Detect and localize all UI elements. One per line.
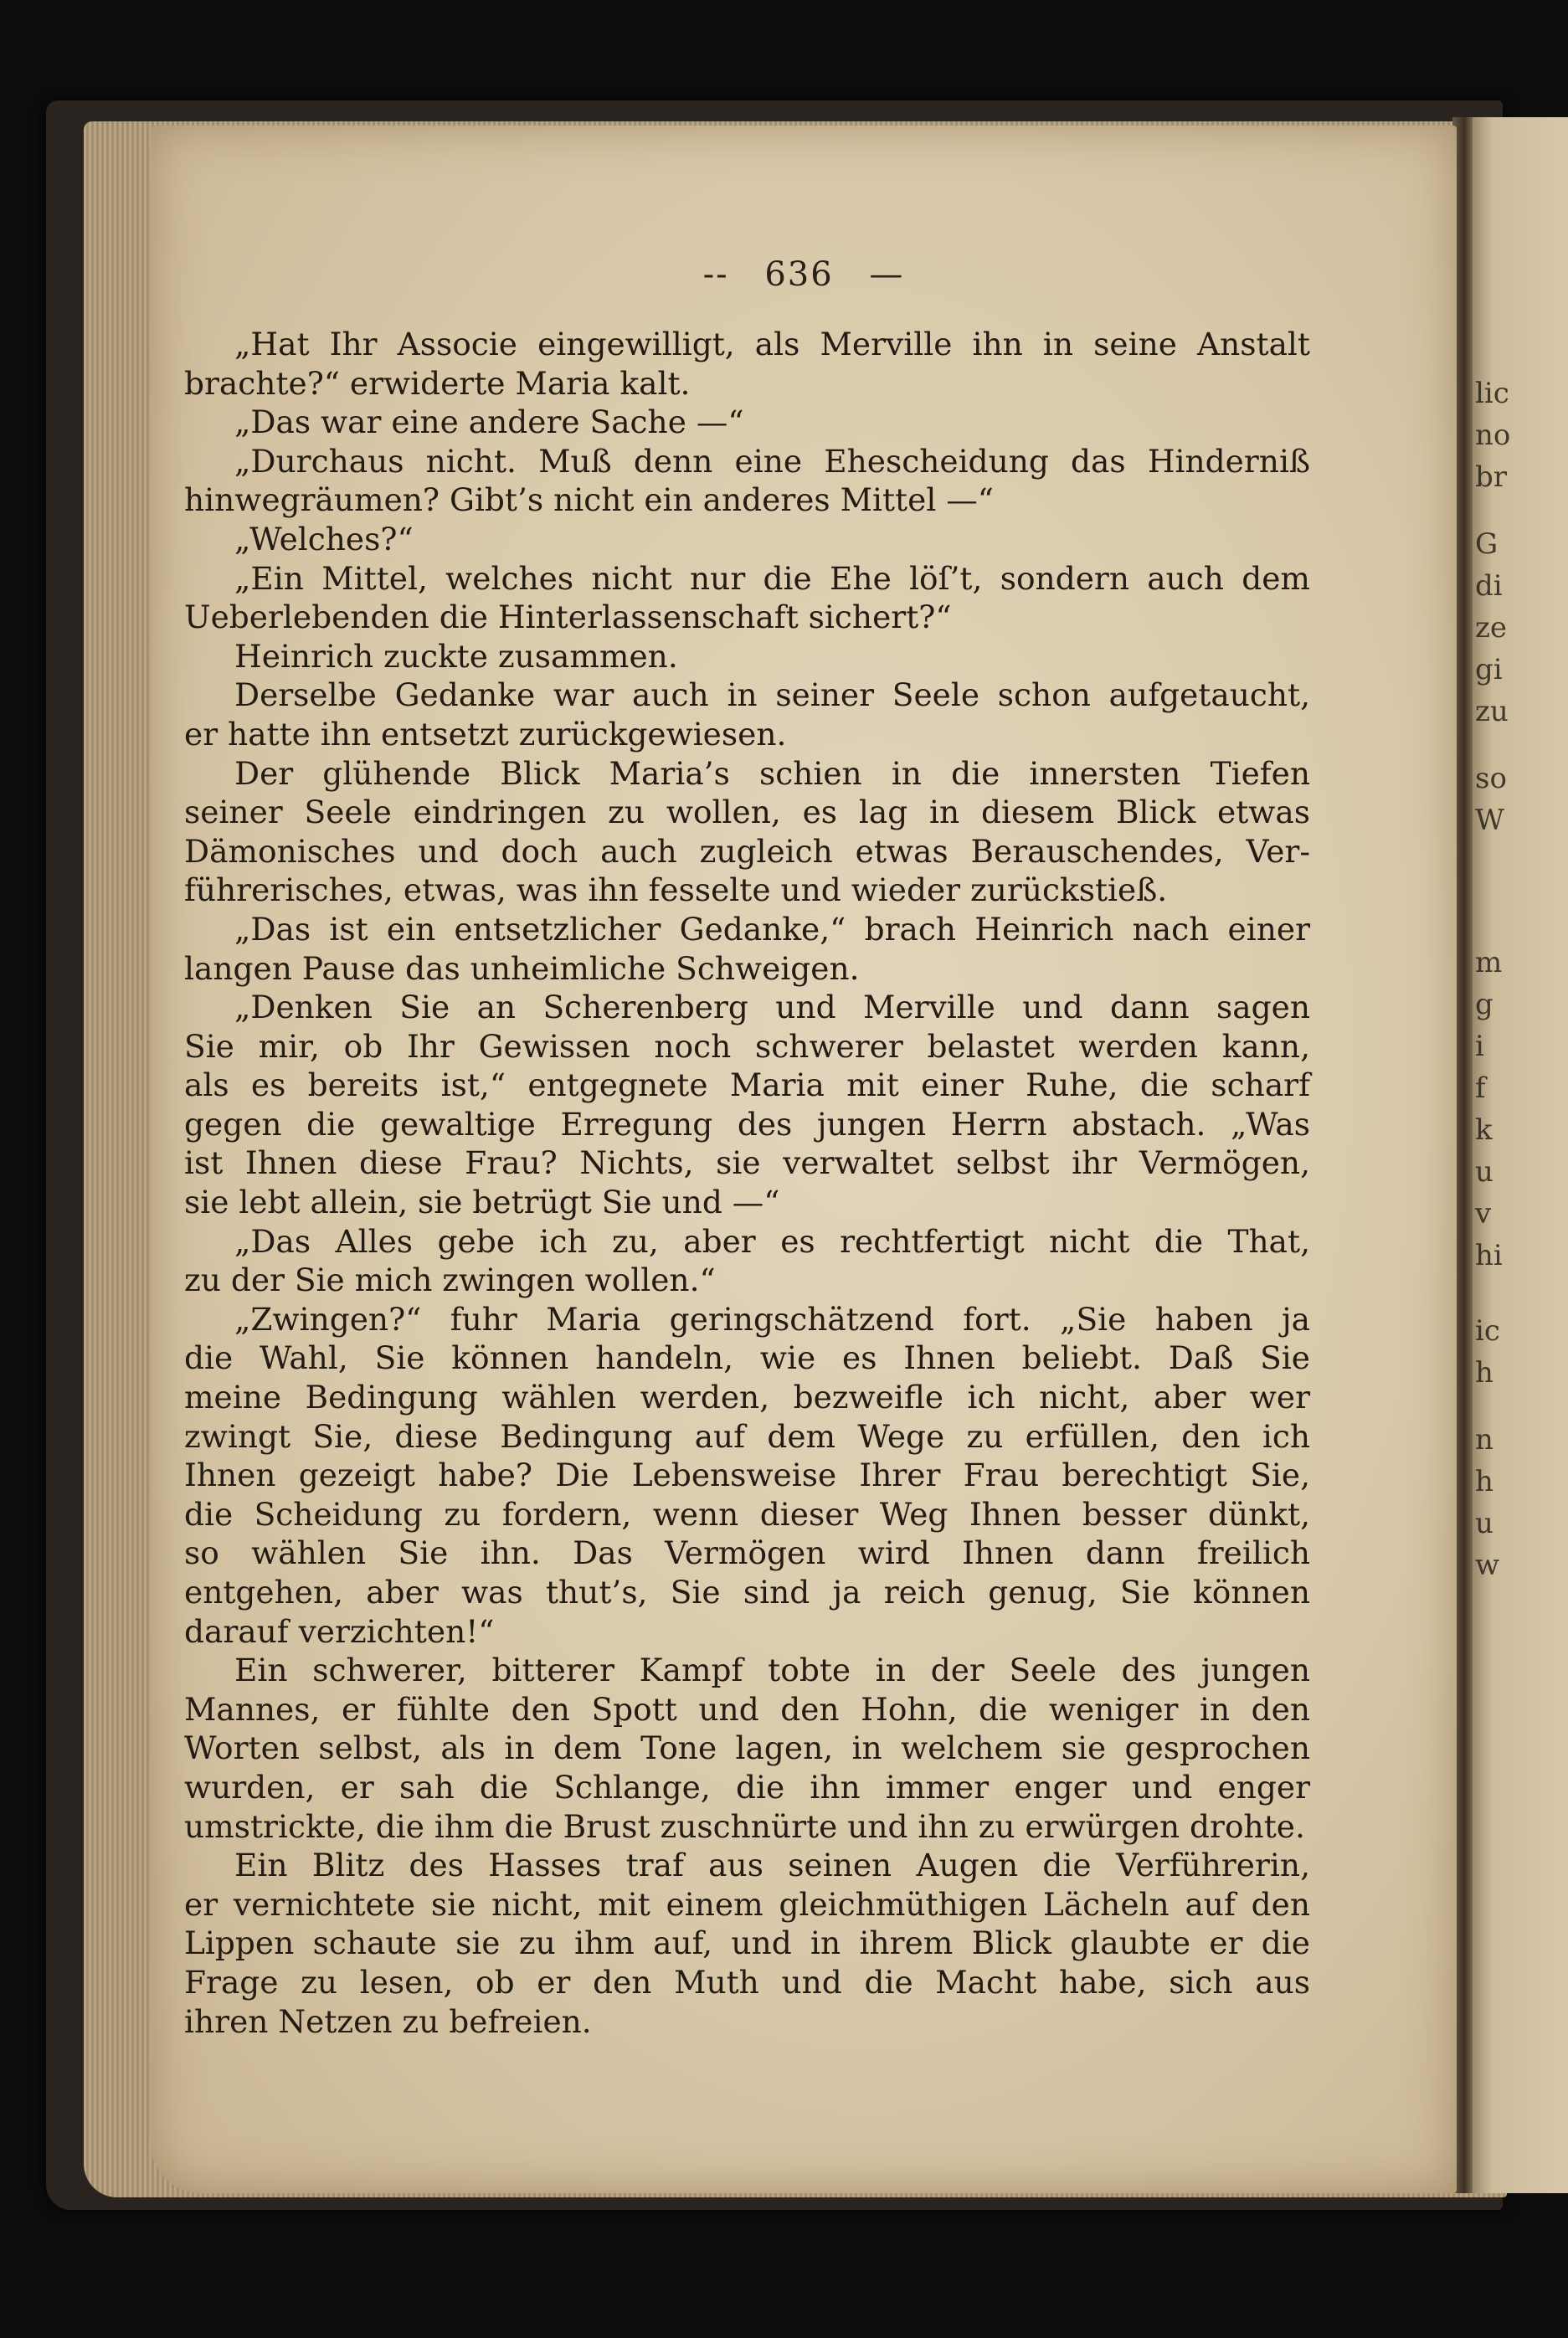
- text-line: so wählen Sie ihn. Das Vermögen wird Ihnen dann freilich: [184, 1534, 1310, 1572]
- text-line: Heinrich zuckte zusammen.: [234, 637, 678, 675]
- text-line: sie lebt allein, sie betrügt Sie und —“: [184, 1184, 780, 1221]
- adjacent-page-fragment: m: [1475, 946, 1503, 979]
- text-line: „Welches?“: [234, 520, 414, 558]
- text-line: seiner Seele eindringen zu wollen, es lag in diesem Blick etwas: [184, 794, 1310, 831]
- page-number-suffix: —: [869, 255, 905, 294]
- text-line: ihren Netzen zu befreien.: [184, 2002, 592, 2040]
- text-line: ist Ihnen diese Frau? Nichts, sie verwaltet selbst ihr Vermögen,: [184, 1144, 1310, 1182]
- text-line: Derselbe Gedanke war auch in seiner Seele schon aufgetaucht,: [234, 676, 1310, 714]
- page-number-value: 636: [764, 255, 834, 294]
- adjacent-page-fragment: br: [1475, 460, 1508, 494]
- text-line: führerisches, etwas, was ihn fesselte und wieder zurückstieß.: [184, 871, 1168, 909]
- text-line: die Wahl, Sie können handeln, wie es Ihnen beliebt. Daß Sie: [184, 1339, 1310, 1377]
- text-line: Ein Blitz des Hasses traf aus seinen Augen die Verführerin,: [234, 1847, 1310, 1884]
- text-line: Der glühende Blick Maria’s schien in die innersten Tiefen: [234, 754, 1310, 792]
- text-line: entgehen, aber was thut’s, Sie sind ja reich genug, Sie können: [184, 1574, 1310, 1611]
- text-line: als es bereits ist,“ entgegnete Maria mit einer Ruhe, die scharf: [184, 1066, 1310, 1104]
- text-line: er hatte ihn entsetzt zurückgewiesen.: [184, 715, 787, 753]
- text-line: die Scheidung zu fordern, wenn dieser Weg Ihnen besser dünkt,: [184, 1495, 1310, 1533]
- adjacent-page-fragment: i: [1475, 1030, 1484, 1063]
- text-line: meine Bedingung wählen werden, bezweifle ich nicht, aber wer: [184, 1379, 1310, 1416]
- adjacent-page-fragment: gi: [1475, 653, 1503, 686]
- text-line: zwingt Sie, diese Bedingung auf dem Wege zu erfüllen, den ich: [184, 1417, 1310, 1455]
- text-line: Mannes, er fühlte den Spott und den Hohn, die weniger in den: [184, 1690, 1310, 1728]
- adjacent-page-fragment: so: [1475, 762, 1507, 795]
- text-line: Lippen schaute sie zu ihm auf, und in ihrem Blick glaubte er die: [184, 1924, 1310, 1962]
- body-text: [184, 325, 1310, 2041]
- text-line: darauf verzichten!“: [184, 1612, 495, 1650]
- text-line: Frage zu lesen, ob er den Muth und die Macht habe, sich aus: [184, 1963, 1310, 2001]
- text-line: zu der Sie mich zwingen wollen.“: [184, 1261, 716, 1299]
- adjacent-page-fragment: W: [1475, 804, 1504, 837]
- adjacent-page-fragment: di: [1475, 569, 1503, 603]
- adjacent-page-fragment: hi: [1475, 1239, 1503, 1272]
- adjacent-page-fragment: h: [1475, 1465, 1493, 1498]
- adjacent-page-fragment: f: [1475, 1071, 1486, 1105]
- adjacent-page-fragment: h: [1475, 1356, 1493, 1390]
- adjacent-page-fragment: w: [1475, 1549, 1500, 1582]
- adjacent-page-fragment: k: [1475, 1113, 1493, 1147]
- adjacent-page-fragment: u: [1475, 1155, 1493, 1189]
- adjacent-page-fragment: n: [1475, 1423, 1493, 1457]
- text-line: Ueberlebenden die Hinterlassenschaft sichert?“: [184, 599, 952, 636]
- text-line: Dämonisches und doch auch zugleich etwas Berauschendes, Ver-: [184, 832, 1310, 870]
- adjacent-page-fragment: u: [1475, 1507, 1493, 1540]
- text-line: Worten selbst, als in dem Tone lagen, in welchem sie gesprochen: [184, 1729, 1310, 1767]
- text-line: „Zwingen?“ fuhr Maria geringschätzend fort. „Sie haben ja: [234, 1300, 1310, 1338]
- page-number-prefix: --: [702, 255, 729, 294]
- adjacent-page-fragment: g: [1475, 988, 1493, 1021]
- adjacent-page-fragment: ic: [1475, 1314, 1500, 1348]
- page-number: [151, 255, 1457, 294]
- text-line: langen Pause das unheimliche Schweigen.: [184, 949, 860, 987]
- text-line: „Denken Sie an Scherenberg und Merville und dann sagen: [234, 989, 1310, 1026]
- text-line: er vernichtete sie nicht, mit einem gleichmüthigen Lächeln auf den: [184, 1885, 1310, 1923]
- text-line: wurden, er sah die Schlange, die ihn immer enger und enger: [184, 1768, 1310, 1806]
- text-line: hinwegräumen? Gibt’s nicht ein anderes Mittel —“: [184, 481, 994, 519]
- text-line: „Durchaus nicht. Muß denn eine Ehescheidung das Hinderniß: [234, 442, 1310, 480]
- text-line: Sie mir, ob Ihr Gewissen noch schwerer belastet werden kann,: [184, 1027, 1310, 1065]
- text-line: brachte?“ erwiderte Maria kalt.: [184, 364, 691, 402]
- text-line: „Ein Mittel, welches nicht nur die Ehe löſ’t, sondern auch dem: [234, 559, 1310, 597]
- text-line: „Das war eine andere Sache —“: [234, 403, 744, 441]
- adjacent-page-fragment: G: [1475, 527, 1499, 561]
- adjacent-page-fragment: lic: [1475, 377, 1509, 410]
- text-line: „Das Alles gebe ich zu, aber es rechtfertigt nicht die That,: [234, 1222, 1310, 1260]
- adjacent-page-fragment: ze: [1475, 611, 1508, 645]
- adjacent-page-fragment: v: [1475, 1197, 1492, 1231]
- text-line: „Das ist ein entsetzlicher Gedanke,“ brach Heinrich nach einer: [234, 910, 1310, 948]
- text-line: Ein schwerer, bitterer Kampf tobte in der Seele des jungen: [234, 1652, 1310, 1689]
- adjacent-page-fragment: zu: [1475, 695, 1509, 728]
- adjacent-page-fragment: no: [1475, 419, 1511, 452]
- adjacent-page: [1467, 117, 1568, 2193]
- text-line: „Hat Ihr Associe eingewilligt, als Merville ihn in seine Anstalt: [234, 326, 1310, 362]
- text-line: gegen die gewaltige Erregung des jungen Herrn abstach. „Was: [184, 1105, 1310, 1143]
- text-line: umstrickte, die ihm die Brust zuschnürte und ihn zu erwürgen drohte.: [184, 1807, 1305, 1845]
- text-line: Ihnen gezeigt habe? Die Lebensweise Ihrer Frau berechtigt Sie,: [184, 1457, 1310, 1494]
